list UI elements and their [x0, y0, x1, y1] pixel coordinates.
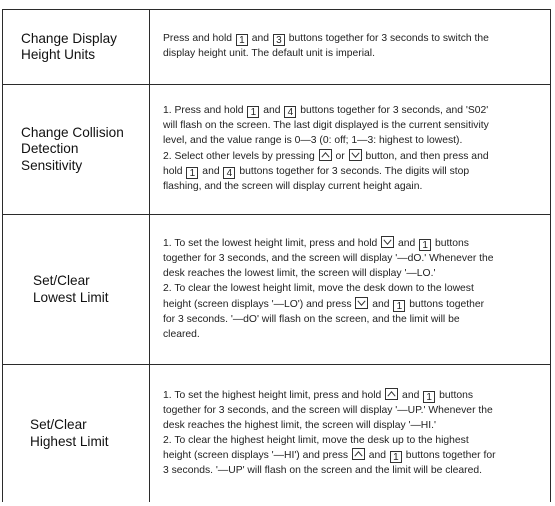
instruction-table: [2, 9, 551, 502]
description-line: [163, 448, 496, 464]
number-key-1-icon: 1: [236, 34, 248, 46]
description-line: [163, 134, 489, 149]
description-line: [163, 464, 496, 479]
description-text: cleared.: [163, 328, 200, 340]
row-heading: Set/Clear Lowest Limit: [33, 273, 109, 305]
description-text: 2. To clear the highest height limit, move the desk up to the highest: [163, 434, 469, 446]
description-line: [163, 328, 494, 343]
row-description-cell: [150, 10, 551, 84]
description-line: [163, 236, 494, 252]
down-arrow-button-icon: [349, 149, 362, 161]
description-text: height (screen displays '—LO') and press: [163, 298, 355, 310]
description-line: [163, 267, 494, 282]
row-heading: Change Display Height Units: [21, 30, 117, 62]
description-text: desk reaches the highest limit, the screen will display '—HI.': [163, 419, 437, 431]
up-arrow-button-icon: [385, 388, 398, 400]
number-key-1-icon: 1: [419, 239, 431, 251]
table-row: [2, 85, 551, 215]
description-text: buttons together for 3 seconds. The digits will stop: [236, 165, 470, 177]
description-line: [163, 404, 496, 419]
description-text: flashing, and the screen will display current height again.: [163, 180, 423, 192]
description-text: 1. Press and hold: [163, 105, 247, 117]
row-heading-cell: [2, 10, 150, 84]
description-text: display height unit. The default unit is imperial.: [163, 48, 375, 59]
description-text: and: [369, 298, 393, 310]
number-key-1-icon: 1: [390, 451, 402, 463]
description-text: buttons: [432, 238, 469, 250]
description-text: 3 seconds. '—UP' will flash on the screen and the limit will be cleared.: [163, 465, 483, 477]
description-text: and: [365, 450, 389, 462]
table-row: [2, 365, 551, 502]
description-text: buttons together for 3 seconds to switch the: [285, 33, 489, 45]
up-arrow-button-icon: [352, 448, 365, 460]
number-key-4-icon: 4: [223, 167, 235, 179]
number-key-1-icon: 1: [393, 300, 405, 312]
down-arrow-button-icon: [381, 236, 394, 248]
row-description-cell: [150, 215, 551, 364]
row-heading-cell: [2, 85, 150, 214]
description-text: height (screen displays '—HI') and press: [163, 450, 351, 462]
description-text: desk reaches the lowest limit, the screen will display '—LO.': [163, 268, 436, 280]
description-line: [163, 149, 489, 165]
description-line: [163, 434, 496, 449]
description-line: [163, 419, 496, 434]
description-line: [163, 47, 489, 62]
down-arrow-button-icon: [355, 297, 368, 309]
row-description: [163, 32, 489, 62]
row-description: [163, 236, 494, 342]
description-text: and: [260, 105, 284, 117]
description-text: and: [395, 238, 419, 250]
description-text: button, and then press and: [362, 151, 489, 162]
description-line: [163, 180, 489, 195]
description-line: [163, 313, 494, 328]
row-heading-cell: [2, 215, 150, 364]
number-key-1-icon: 1: [423, 391, 435, 403]
description-text: together for 3 seconds, and the screen will display '—dO.' Whenever the: [163, 253, 494, 265]
description-line: [163, 297, 494, 313]
description-text: buttons: [436, 389, 474, 401]
description-line: [163, 104, 489, 119]
number-key-1-icon: 1: [186, 167, 198, 179]
number-key-3-icon: 3: [273, 34, 285, 46]
description-text: Press and hold: [163, 33, 235, 45]
description-text: 1. To set the lowest height limit, press and hold: [163, 238, 381, 250]
row-description: [163, 388, 496, 479]
row-description-cell: [150, 365, 551, 502]
description-line: [163, 119, 489, 134]
table-row: [2, 215, 551, 365]
number-key-4-icon: 4: [284, 106, 296, 118]
row-heading-cell: [2, 365, 150, 502]
description-text: buttons together for 3 seconds, and 'S02': [297, 105, 489, 117]
description-line: [163, 165, 489, 180]
description-text: will flash on the screen. The last digit displayed is the current sensitivity: [163, 120, 489, 132]
description-line: [163, 32, 489, 47]
description-text: or: [332, 151, 348, 162]
row-description-cell: [150, 85, 551, 214]
up-arrow-button-icon: [319, 149, 332, 161]
description-text: for 3 seconds. '—dO' will flash on the screen, and the limit will be: [163, 313, 460, 325]
description-text: buttons together: [406, 298, 485, 310]
description-text: and: [248, 33, 272, 45]
description-line: [163, 252, 494, 267]
description-line: [163, 282, 494, 297]
description-text: buttons together for: [402, 450, 496, 462]
description-line: [163, 388, 496, 404]
number-key-1-icon: 1: [247, 106, 259, 118]
description-text: hold: [163, 165, 186, 177]
description-text: 2. Select other levels by pressing: [163, 151, 318, 162]
row-heading: Change Collision Detection Sensitivity: [21, 124, 124, 173]
row-heading: Set/Clear Highest Limit: [30, 417, 109, 449]
description-text: level, and the value range is 0—3 (0: off; 1—3: highest to lowest).: [163, 135, 463, 147]
row-description: [163, 104, 489, 194]
description-text: 1. To set the highest height limit, press and hold: [163, 389, 385, 401]
description-text: and: [199, 165, 223, 177]
description-text: and: [399, 389, 423, 401]
description-text: 2. To clear the lowest height limit, move the desk down to the lowest: [163, 283, 474, 295]
description-text: together for 3 seconds, and the screen will display '—UP.' Whenever the: [163, 404, 493, 416]
table-row: [2, 10, 551, 85]
